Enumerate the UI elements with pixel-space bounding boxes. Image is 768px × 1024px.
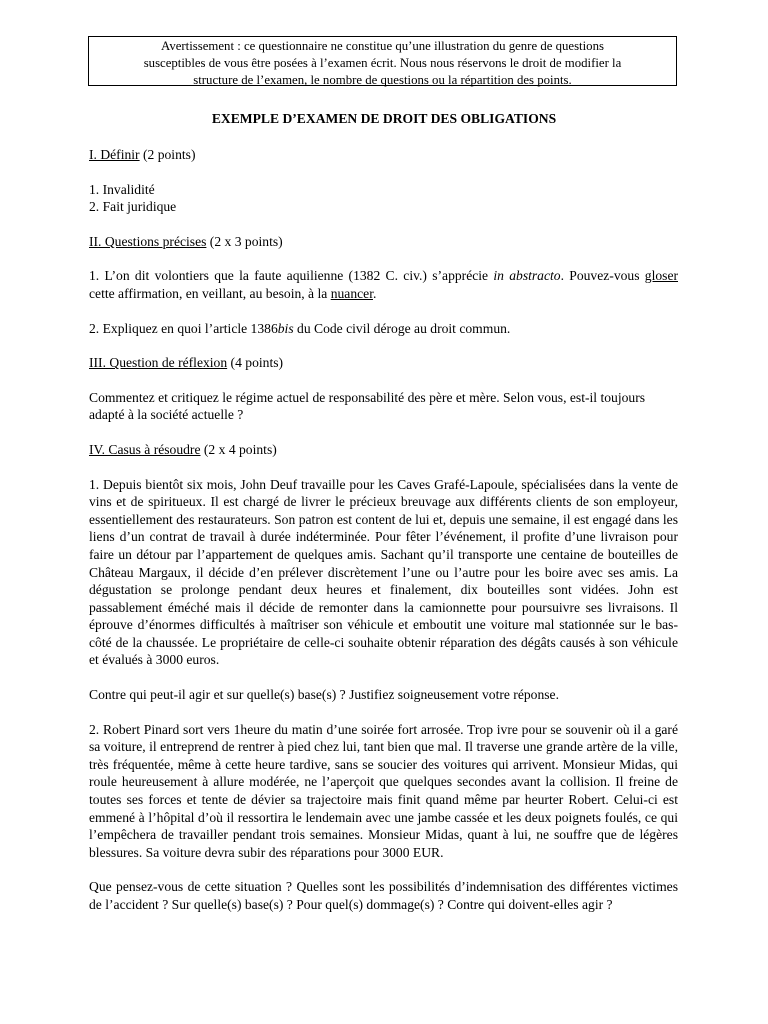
italic-term: in abstracto [493,268,561,284]
reflection-question: Commentez et critiquez le régime actuel de responsabilité des père et mère. Selon vous, est-il toujours adapté à la société actuelle ? [89,389,646,423]
underlined-term: nuancer [330,285,373,301]
case-2-text: 2. Robert Pinard sort vers 1heure du matin d’une soirée fort arrosée. Trop ivre pour se souvenir où il a garé sa voiture, il entreprend de rentrer à pied chez lui, tant bien que mal. Il traverse une grande artère de la ville, très fréquentée, même à cette heure tardive, sans se soucier des voitures qui arrivent. Monsieur Midas, qui roule heureusement à allure modérée, ne l’aperçoit que quelques secondes avant la collision. Il freine de toutes ses forces et tente de dévier sa trajectoire mais finit quand même par heurter Robert. Celui-ci est emmené à l’hôpital d’où il ressortira le lendemain avec une jambe cassée et les deux poignets foulés, ce qui l’empêchera de travailler pendant trois semaines. Monsieur Midas, quant à lui, ne souffre que de légères blessures. Sa voiture devra subir des réparations pour 3000 EUR. [89,721,678,860]
section-2-header [89,233,678,251]
question-2-1 [89,267,678,302]
case-1-question: Contre qui peut-il agir et sur quelle(s) base(s) ? Justifiez soigneusement votre réponse. [89,687,559,703]
text-run: cette affirmation, en veillant, au besoin, à la [89,285,331,301]
text-run: 1. L’on dit volontiers que la faute aquilienne (1382 C. civ.) s’apprécie [89,268,494,284]
exam-content [89,146,678,931]
section-3-points: (4 points) [227,355,284,371]
text-run: du Code civil déroge au droit commun. [293,320,511,336]
section-4-points: (2 x 4 points) [200,441,277,457]
section-4-heading: IV. Casus à résoudre [89,441,201,457]
section-1-header [89,146,678,164]
notice-line: Avertissement : ce questionnaire ne constitue qu’une illustration du genre de questions [161,39,604,53]
notice-line: structure de l’examen, le nombre de questions ou la répartition des points. [193,73,572,87]
text-run: 2. Expliquez en quoi l’article 1386 [89,320,278,336]
italic-term: bis [277,320,294,336]
exam-title: EXEMPLE D’EXAMEN DE DROIT DES OBLIGATIONS [211,111,557,126]
section-1-heading: I. Définir [89,147,140,162]
section-1-items [89,181,678,216]
section-2-heading: II. Questions précises [89,233,207,249]
warning-notice-box [88,36,677,86]
section-3-header [89,354,678,372]
section-4-header [89,441,678,459]
section-2-points: (2 x 3 points) [206,233,283,249]
section-3-heading: III. Question de réflexion [89,355,228,371]
text-run: . Pouvez-vous [560,268,645,284]
underlined-term: gloser [644,268,679,284]
case-1-text: 1. Depuis bientôt six mois, John Deuf travaille pour les Caves Grafé-Lapoule, spécialisées dans la vente de vins et de spiritueux. Il est chargé de livrer le précieux breuvage aux différents clients de son employeur, essentiellement des restaurateurs. Son patron est content de lui et, depuis une semaine, il est engagé dans les liens d’un contrat de travail à durée indéterminée. Pour fêter l’événement, il profite d’une livraison pour faire un détour par l’appartement de quelques amis. Sachant qu’il transporte une centaine de bouteilles de Château Margaux, il décide d’en prélever discrètement l’une ou l’autre pour les boire avec ses amis. La dégustation se prolonge pendant deux heures et finalement, dix bouteilles sont vidées. John est passablement éméché mais il décide de remonter dans la camionnette pour poursuivre ses livraisons. Il éprouve d’énormes difficultés à maîtriser son véhicule et emboutit une voiture mal stationnée sur le bas-côté de la chaussée. Le propriétaire de celle-ci souhaite obtenir réparation des dégâts causés à son véhicule et évalués à 3000 euros. [89,476,678,668]
question-2-2 [89,320,678,338]
text-run: . [372,285,377,301]
definition-item: 1. Invalidité [89,181,155,197]
case-2-question: Que pensez-vous de cette situation ? Quelles sont les possibilités d’indemnisation des différentes victimes de l’accident ? Sur quelle(s) base(s) ? Pour quel(s) dommage(s) ? Contre qui doivent-elles agir ? [89,879,678,912]
section-1-points: (2 points) [139,147,196,162]
notice-line: susceptibles de vous être posées à l’examen écrit. Nous nous réservons le droit de modifier la [143,56,622,70]
definition-item: 2. Fait juridique [89,199,177,215]
